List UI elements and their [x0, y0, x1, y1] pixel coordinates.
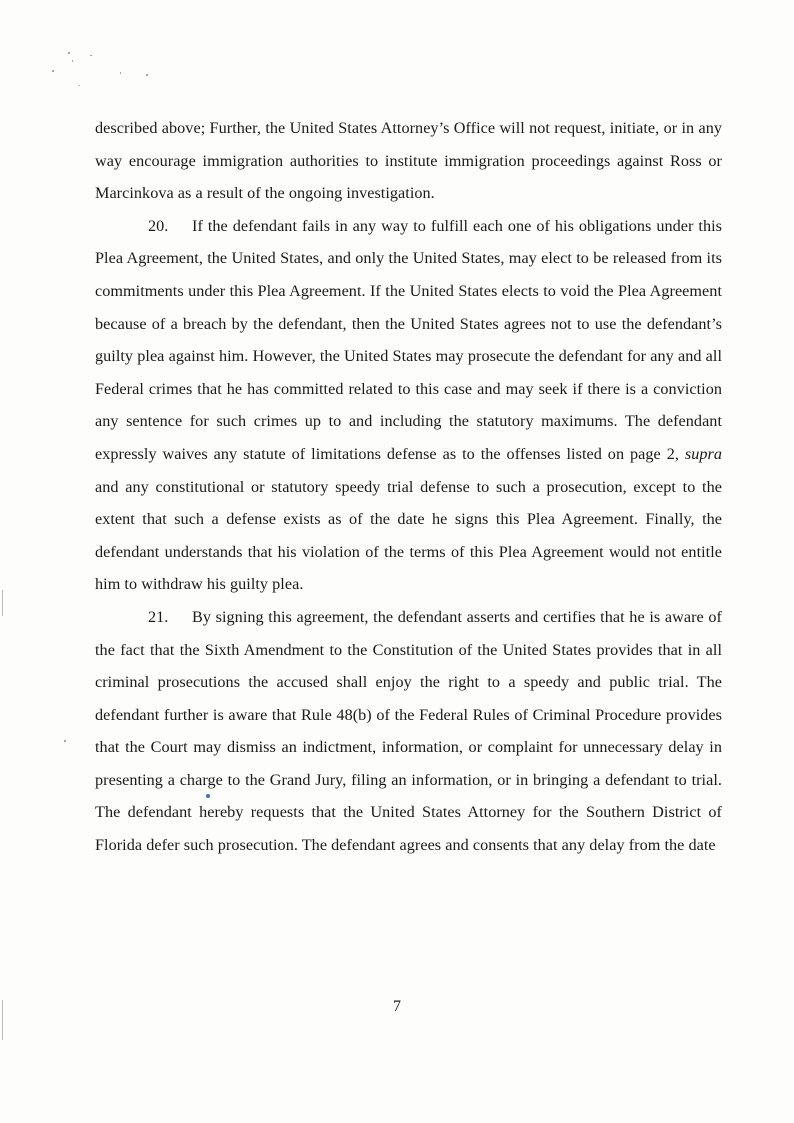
document-body — [95, 112, 722, 862]
paragraph-continuation: described above; Further, the United States Attorney’s Office will not request, initiate, or in any way encourage immigration authorities to institute immigration proceedings against Ross or Marcinkova as a result of the ongoing investigation. — [95, 119, 722, 203]
paragraph-text: By signing this agreement, the defendant asserts and certifies that he is aware of the fact that the Sixth Amendment to the Constitution of the United States provides that in all criminal prosecutions the accused shall enjoy the right to a speedy and public trial. The defendant further is aware that Rule 48(b) of the Federal Rules of Criminal Procedure provides that the Court may dismiss an indictment, information, or complaint for unnecessary delay in presenting a charge to the Grand Jury, filing an information, or in bringing a defendant to trial. The defendant hereby requests that the United States Attorney for the Southern District of Florida defer such prosecution. The defendant agrees and consents that any delay from the date — [95, 607, 722, 855]
ink-dot-mark — [206, 794, 210, 798]
scan-speck — [64, 740, 66, 742]
scan-edge-mark — [2, 590, 3, 616]
scan-speck — [52, 70, 54, 72]
paragraph-text: If the defendant fails in any way to fulfill each one of his obligations under this Plea Agreement, the United States, and only the United States, may elect to be released from its commitments under this Plea Agreement. If the United States elects to void the Plea Agreement because of a breach by the defendant, then the United States agrees not to use the defendant’s guilty plea against him. However, the United States may prosecute the defendant for any and all Federal crimes that he has committed related to this case and may seek if there is a conviction any sentence for such crimes up to and including the statutory maximums. The defendant expressly waives any statute of limitations defense as to the offenses listed on page 2, — [95, 216, 722, 463]
scan-speck — [72, 60, 73, 62]
scan-speck — [120, 72, 121, 74]
scan-speck — [79, 85, 80, 86]
paragraph-number: 21. — [148, 607, 169, 626]
page-number: 7 — [393, 998, 401, 1015]
scan-speck — [68, 52, 70, 54]
paragraph-text: and any constitutional or statutory speedy trial defense to such a prosecution, except to the extent that such a defense exists as of the date he signs this Plea Agreement. Finally, the defendant understands that his violation of the terms of this Plea Agreement would not entitle him to withdraw his guilty plea. — [95, 477, 722, 594]
paragraph-20 — [95, 210, 722, 601]
scan-speck — [146, 74, 148, 76]
paragraph-number: 20. — [148, 216, 169, 235]
paragraph-21 — [95, 601, 722, 862]
paragraph-italic-term: supra — [684, 444, 722, 463]
scan-speck — [90, 55, 92, 56]
